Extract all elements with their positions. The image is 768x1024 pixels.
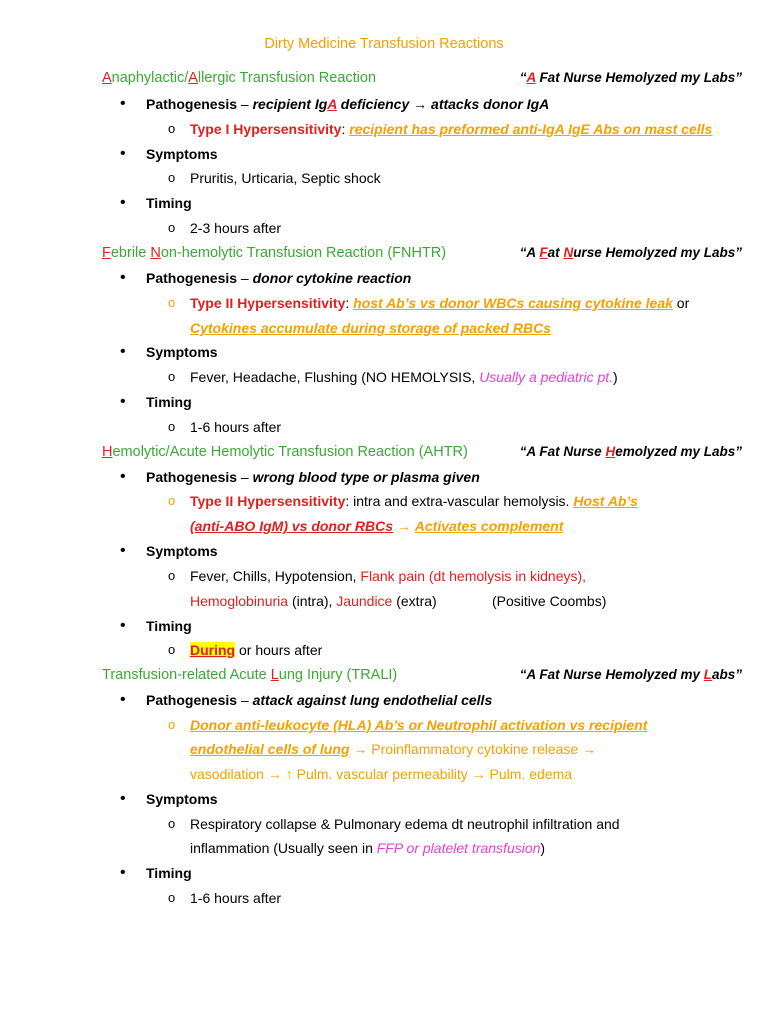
pathogenesis-continuation-2: vasodilation → ↑ Pulm. vascular permeability → Pulm. edema [190, 766, 573, 782]
pathogenesis-continuation: Cytokines accumulate during storage of packed RBCs [190, 320, 551, 336]
section-title: Transfusion-related Acute Lung Injury (TRALI) [102, 667, 398, 683]
document-title: Dirty Medicine Transfusion Reactions [264, 36, 504, 52]
mnemonic: “A Fat Nurse Hemolyzed my Labs” [519, 70, 742, 85]
section-title: Hemolytic/Acute Hemolytic Transfusion Reaction (AHTR) [102, 444, 468, 460]
pathogenesis-continuation: endothelial cells of lung → Proinflammatory cytokine release → [190, 741, 597, 757]
document-page: Dirty Medicine Transfusion Reactions Anaphylactic/Allergic Transfusion Reaction “A Fat Nurse Hemolyzed my Labs” Pathogenesis – recipient IgA deficiency → attacks donor IgA o Type I Hypersensitivity: recipient has preformed anti-IgA IgE Abs on mast cells Symptoms o Pruritis, Urticaria, Septic shock Timing o 2-3 hours after Febrile Non-hemolytic Transfusion Reaction (FNHTR) “A Fat Nurse Hemolyzed my Labs” Pathogenesis – donor cytokine reaction o Type II Hypersensitivity: host Ab’s vs donor WBCs causing cytokine leak or Cytokines accumulate during storage of packed RBCs Symptoms o Fever, Headache, Flushing (NO HEMOLYSIS, Usually a pediatric pt.) Timing o 1-6 hours after Hemolytic/Acute Hemolytic Transfusion Reaction (AHTR) “A Fat Nurse Hemolyzed my Labs” Pathogenesis – wrong blood type or plasma given o Type II Hypersensitivity: intra and extra-vascular hemolysis. Host Ab’s (anti-ABO IgM) vs donor RBCs → Activates complement Symptoms o Fever, Chills, Hypotension, Flank pain (dt hemolysis in kidneys), Hemoglobinuria (intra), Jaundice (extra) (Positive Coombs) Timing o During or hours after Transfusion-related Acute Lung Injury (TRALI) “A Fat Nurse Hemolyzed my Labs” Pathogenesis – attack against lung endothelial cells o Donor anti-leukocyte (HLA) Ab’s or Neutrophil activation vs recipient endothelial cells of lung → Proinflammatory cytokine release → vasodilation → ↑ Pulm. vascular permeability → Pulm. edema Symptoms o Respiratory collapse & Pulmonary edema dt neutrophil infiltration and inflammation (Usually seen in FFP or platelet transfusion) Timing o 1-6 hours after [0, 0, 768, 1024]
pathogenesis-continuation: (anti-ABO IgM) vs donor RBCs → Activates complement [190, 518, 564, 534]
section-trali-header [102, 667, 742, 689]
section-febrile-header [102, 245, 742, 267]
mnemonic: “A Fat Nurse Hemolyzed my Labs” [519, 245, 742, 260]
section-hemolytic-header [102, 444, 742, 466]
mnemonic: “A Fat Nurse Hemolyzed my Labs” [519, 667, 742, 682]
section-title: Febrile Non-hemolytic Transfusion Reaction (FNHTR) [102, 245, 447, 261]
symptoms-continuation: Hemoglobinuria (intra), Jaundice (extra) [190, 593, 437, 609]
section-anaphylactic-header [102, 70, 742, 92]
section-title: Anaphylactic/Allergic Transfusion Reaction [102, 70, 377, 86]
coombs-note: (Positive Coombs) [492, 593, 607, 609]
mnemonic: “A Fat Nurse Hemolyzed my Labs” [519, 444, 742, 459]
symptoms-continuation: inflammation (Usually seen in FFP or platelet transfusion) [190, 840, 546, 856]
